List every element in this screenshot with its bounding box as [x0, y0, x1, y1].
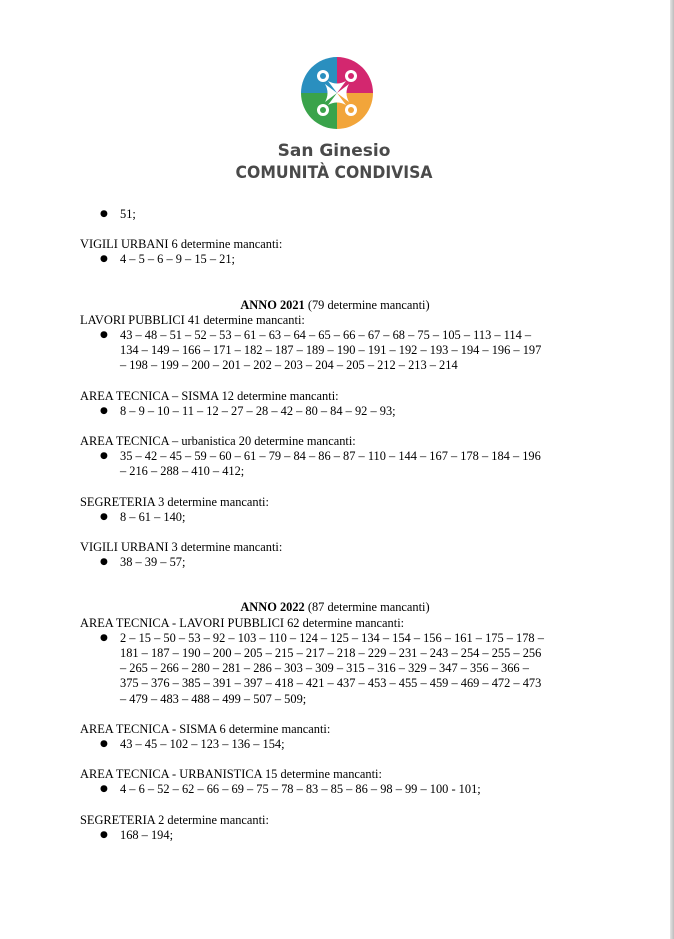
list-item: ● 4 – 5 – 6 – 9 – 15 – 21;	[80, 252, 590, 267]
bullet-list	[80, 404, 590, 419]
list-line: 2 – 15 – 50 – 53 – 92 – 103 – 110 – 124 – 125 – 134 – 154 – 156 – 161 – 175 – 178 –	[120, 630, 544, 645]
list-line: 181 – 187 – 190 – 200 – 205 – 215 – 217 – 218 – 229 – 231 – 243 – 254 – 255 – 256	[120, 646, 542, 661]
list-item: ● 43 – 45 – 102 – 123 – 136 – 154;	[80, 737, 590, 752]
year-title: ANNO 2021	[240, 297, 305, 312]
page-edge-shadow	[670, 0, 674, 939]
bullet-list	[80, 631, 590, 707]
list-item: ● 38 – 39 – 57;	[80, 555, 590, 570]
year-summary: (87 determine mancanti)	[304, 600, 430, 615]
list-line: – 265 – 266 – 280 – 281 – 286 – 303 – 309 – 315 – 316 – 329 – 347 – 356 – 366 –	[120, 661, 529, 676]
list-line: 43 – 48 – 51 – 52 – 53 – 61 – 63 – 64 – 65 – 66 – 67 – 68 – 75 – 105 – 113 – 114 –	[120, 328, 532, 343]
section-label: SEGRETERIA 3 determine mancanti:	[80, 494, 269, 509]
section-label: VIGILI URBANI 6 determine mancanti:	[80, 237, 283, 252]
bullet-list	[80, 449, 590, 479]
list-line: 35 – 42 – 45 – 59 – 60 – 61 – 79 – 84 – 86 – 87 – 110 – 144 – 167 – 178 – 184 – 196	[120, 449, 541, 464]
bullet-list	[80, 828, 590, 843]
bullet-list	[80, 782, 590, 797]
list-item	[80, 328, 590, 374]
section-label: VIGILI URBANI 3 determine mancanti:	[80, 540, 283, 555]
section-label: SEGRETERIA 2 determine mancanti:	[80, 812, 269, 827]
bullet-list	[80, 207, 590, 222]
document-body	[80, 207, 590, 843]
list-line: – 216 – 288 – 410 – 412;	[120, 464, 245, 479]
list-item	[80, 631, 590, 707]
bullet-list	[80, 328, 590, 374]
section-label: AREA TECNICA – urbanistica 20 determine mancanti:	[80, 434, 356, 449]
section-label: AREA TECNICA - URBANISTICA 15 determine mancanti:	[80, 767, 382, 782]
section-label: AREA TECNICA - LAVORI PUBBLICI 62 determine mancanti:	[80, 615, 405, 630]
list-line: – 479 – 483 – 488 – 499 – 507 – 509;	[120, 691, 307, 706]
section-label: LAVORI PUBBLICI 41 determine mancanti:	[80, 312, 305, 327]
year-summary: (79 determine mancanti)	[304, 297, 430, 312]
bullet-list	[80, 252, 590, 267]
year-heading-2022	[80, 600, 590, 615]
list-line: 375 – 376 – 385 – 391 – 397 – 418 – 421 – 437 – 453 – 455 – 459 – 469 – 472 – 473	[120, 676, 542, 691]
brand-subtitle: COMUNITÀ CONDIVISA	[235, 163, 433, 183]
section-label: AREA TECNICA - SISMA 6 determine mancanti:	[80, 721, 331, 736]
community-logo-icon	[300, 56, 374, 130]
list-item: ● 168 – 194;	[80, 828, 590, 843]
year-heading-2021	[80, 298, 590, 313]
list-item: ● 51;	[80, 207, 590, 222]
list-line: 134 – 149 – 166 – 171 – 182 – 187 – 189 – 190 – 191 – 192 – 193 – 194 – 196 – 197	[120, 343, 542, 358]
list-line: – 198 – 199 – 200 – 201 – 202 – 203 – 204 – 205 – 212 – 213 – 214	[120, 358, 458, 373]
bullet-list	[80, 737, 590, 752]
year-title: ANNO 2022	[240, 600, 305, 615]
list-item: ● 4 – 6 – 52 – 62 – 66 – 69 – 75 – 78 – 83 – 85 – 86 – 98 – 99 – 100 - 101;	[80, 782, 590, 797]
bullet-list	[80, 510, 590, 525]
brand-title: San Ginesio	[277, 141, 391, 161]
list-item: ● 8 – 61 – 140;	[80, 510, 590, 525]
section-label: AREA TECNICA – SISMA 12 determine mancanti:	[80, 388, 339, 403]
list-item	[80, 449, 590, 479]
bullet-list	[80, 555, 590, 570]
list-item: ● 8 – 9 – 10 – 11 – 12 – 27 – 28 – 42 – 80 – 84 – 92 – 93;	[80, 404, 590, 419]
